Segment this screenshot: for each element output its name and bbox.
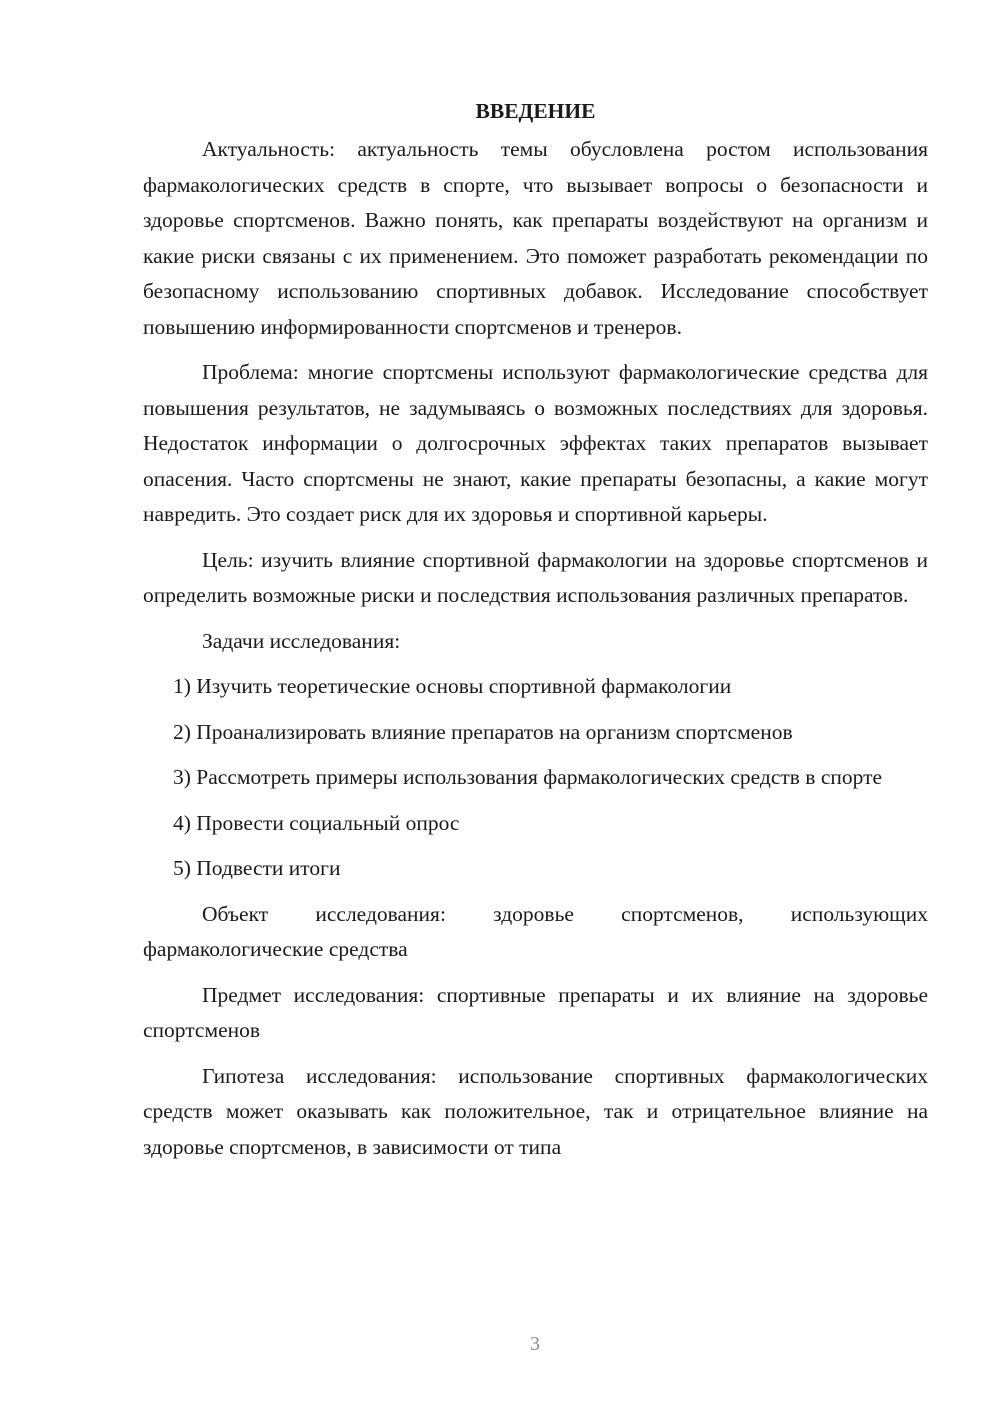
task-item-2: 2) Проанализировать влияние препаратов на организм спортсменов xyxy=(173,719,793,744)
paragraph-goal: Цель: изучить влияние спортивной фармакологии на здоровье спортсменов и определить возможные риски и последствия использования различных препаратов. xyxy=(143,547,928,607)
paragraph-tasks-heading: Задачи исследования: xyxy=(202,628,401,653)
page-number: 3 xyxy=(530,1333,540,1355)
task-item-5: 5) Подвести итоги xyxy=(173,856,341,880)
paragraph-problem: Проблема: многие спортсмены используют фармакологические средства для повышения результатов, не задумываясь о возможных последствиях для здоровья. Недостаток информации о долгосрочных эффектах таких препаратов вызывает опасения. Часто спортсмены не знают, какие препараты безопасны, а какие могут навредить. Это создает риск для их здоровья и спортивной карьеры. xyxy=(143,360,928,526)
paragraph-subject: Предмет исследования: спортивные препараты и их влияние на здоровье спортсменов xyxy=(143,982,928,1042)
task-item-4: 4) Провести социальный опрос xyxy=(173,810,460,835)
task-item-3: 3) Рассмотреть примеры использования фармакологических средств в спорте xyxy=(173,765,883,789)
paragraph-relevance: Актуальность: актуальность темы обусловлена ростом использования фармакологических средств в спорте, что вызывает вопросы о безопасности и здоровье спортсменов. Важно понять, как препараты воздействуют на организм и какие риски связаны с их применением. Это поможет разработать рекомендации по безопасному использованию спортивных добавок. Исследование способствует повышению информированности спортсменов и тренеров. xyxy=(143,137,928,339)
document-page xyxy=(143,92,928,1175)
paragraph-hypothesis: Гипотеза исследования: использование спортивных фармакологических средств может оказывать как положительное, так и отрицательное влияние на здоровье спортсменов, в зависимости от типа xyxy=(143,1063,928,1159)
task-item-1: 1) Изучить теоретические основы спортивной фармакологии xyxy=(173,674,732,698)
section-title: ВВЕДЕНИЕ xyxy=(475,99,596,123)
paragraph-object: Объект исследования: здоровье спортсменов, использующих фармакологические средства xyxy=(143,901,928,961)
